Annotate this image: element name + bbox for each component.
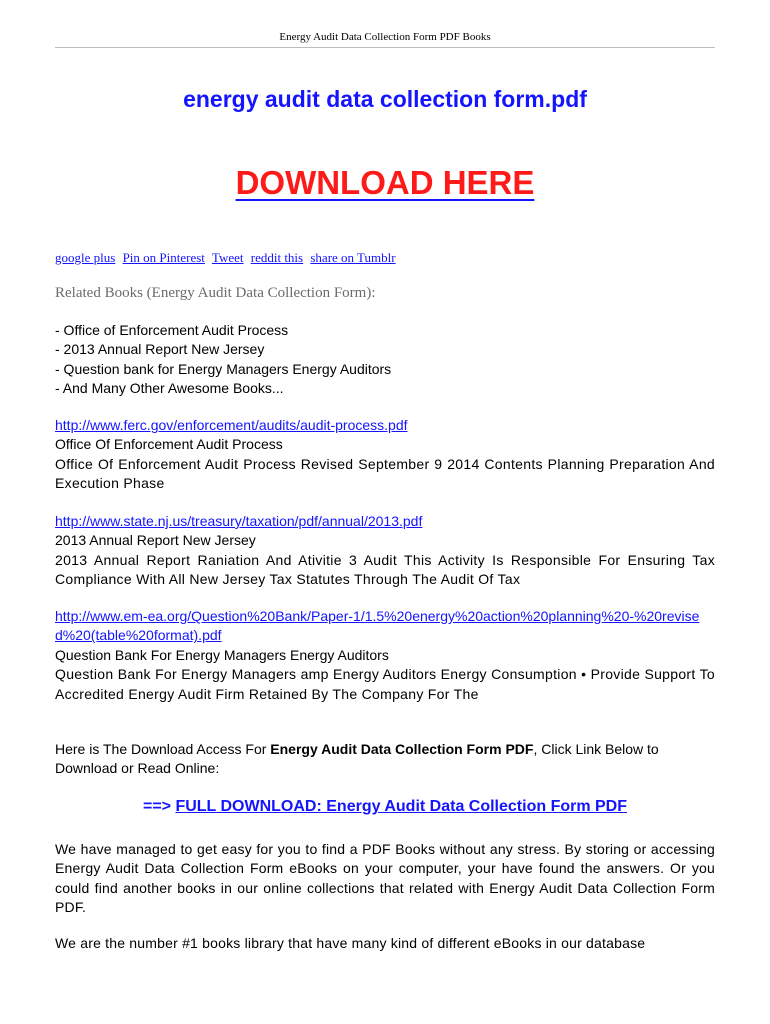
full-download-arrow: ==> xyxy=(142,798,176,815)
download-access-text xyxy=(55,740,715,779)
related-books-heading: Related Books (Energy Audit Data Collection Form): xyxy=(55,285,376,301)
document-title: energy audit data collection form.pdf xyxy=(183,86,587,112)
full-download-link[interactable]: FULL DOWNLOAD: Energy Audit Data Collection Form PDF xyxy=(175,798,628,815)
book-entry-url[interactable]: http://www.em-ea.org/Question%20Bank/Paper-1/1.5%20energy%20action%20planning%20-%20revised%20(table%20format).pdf xyxy=(55,608,700,644)
share-links xyxy=(55,250,715,266)
book-entry-description: 2013 Annual Report Raniation And Ativitie 3 Audit This Activity Is Responsible For Ensuring Tax Compliance With All New Jersey Tax Statutes Through The Audit Of Tax xyxy=(55,551,715,588)
list-item: - Question bank for Energy Managers Energy Auditors xyxy=(55,360,392,377)
share-google-plus-link[interactable]: google plus xyxy=(55,250,116,265)
share-pinterest-link[interactable]: Pin on Pinterest xyxy=(122,250,205,265)
header-divider xyxy=(55,47,715,48)
access-suffix: , Click Link Below to Download or Read Online: xyxy=(55,741,659,777)
book-entry xyxy=(55,512,715,590)
book-entry-url[interactable]: http://www.state.nj.us/treasury/taxation/pdf/annual/2013.pdf xyxy=(55,513,423,529)
book-entry xyxy=(55,607,715,704)
list-item: - Office of Enforcement Audit Process xyxy=(55,322,289,338)
book-entry-url[interactable]: http://www.ferc.gov/enforcement/audits/audit-process.pdf xyxy=(55,417,408,433)
download-here-link[interactable]: DOWNLOAD HERE xyxy=(235,164,535,201)
share-tumblr-link[interactable]: share on Tumblr xyxy=(310,250,396,265)
book-entry-description: Question Bank For Energy Managers amp Energy Auditors Energy Consumption • Provide Support To Accredited Energy Audit Firm Retained By The Company For The xyxy=(55,666,715,702)
running-header: Energy Audit Data Collection Form PDF Books xyxy=(279,31,491,43)
book-entry-title: Question Bank For Energy Managers Energy Auditors xyxy=(55,646,389,663)
access-prefix: Here is The Download Access For xyxy=(55,741,271,757)
book-entry-title: Office Of Enforcement Audit Process xyxy=(55,436,283,453)
book-entry xyxy=(55,416,715,494)
related-books-list xyxy=(55,321,715,399)
share-reddit-link[interactable]: reddit this xyxy=(250,250,304,265)
list-item: - And Many Other Awesome Books... xyxy=(55,380,284,397)
share-tweet-link[interactable]: Tweet xyxy=(211,250,244,265)
list-item: - 2013 Annual Report New Jersey xyxy=(55,341,265,358)
body-paragraph: We are the number #1 books library that have many kind of different eBooks in our database xyxy=(55,935,646,951)
body-paragraph: We have managed to get easy for you to find a PDF Books without any stress. By storing or accessing Energy Audit Data Collection Form eBooks on your computer, your have found the answers. Or you could find another books in our online collections that related with Energy Audit Data Collection Form PDF. xyxy=(55,841,715,916)
access-book-name: Energy Audit Data Collection Form PDF xyxy=(270,741,534,757)
book-entry-title: 2013 Annual Report New Jersey xyxy=(55,532,256,549)
book-entry-description: Office Of Enforcement Audit Process Revised September 9 2014 Contents Planning Preparation And Execution Phase xyxy=(55,455,715,492)
full-download-line xyxy=(55,798,715,816)
